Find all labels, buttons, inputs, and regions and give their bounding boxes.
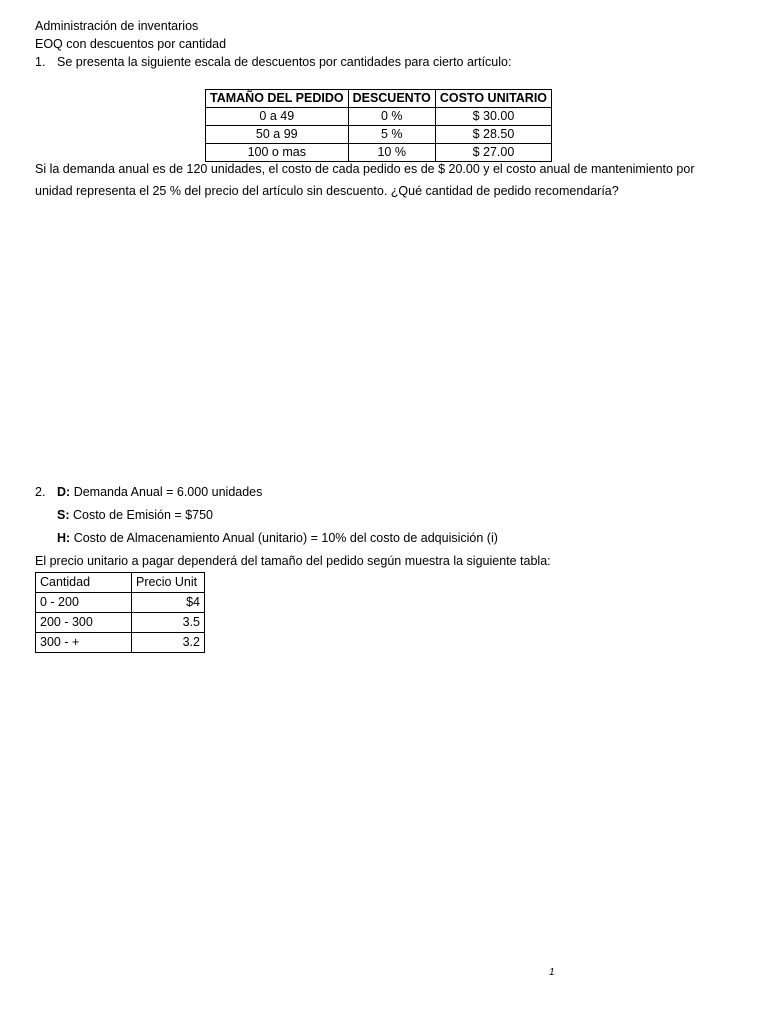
discount-table — [205, 89, 552, 162]
problem1-intro — [35, 54, 511, 70]
document-title: Administración de inventarios — [35, 19, 199, 33]
table-row — [36, 593, 205, 613]
table-header-cell: DESCUENTO — [348, 90, 435, 108]
table-cell: $ 28.50 — [435, 126, 551, 144]
table-cell: 10 % — [348, 144, 435, 162]
table-cell: 5 % — [348, 126, 435, 144]
table-cell: 3.2 — [132, 633, 205, 653]
table-cell: $ 30.00 — [435, 108, 551, 126]
table-row — [206, 126, 552, 144]
problem1-text-line1: Si la demanda anual es de 120 unidades, el costo de cada pedido es de $ 20.00 y el costo anual de mantenimiento por — [35, 162, 695, 176]
table-header-cell: Cantidad — [36, 573, 132, 593]
table-cell: $4 — [132, 593, 205, 613]
problem1-number: 1. — [35, 55, 46, 69]
problem1-text-line2: unidad representa el 25 % del precio del artículo sin descuento. ¿Qué cantidad de pedido recomendaría? — [35, 184, 619, 198]
problem2-intro: El precio unitario a pagar dependerá del tamaño del pedido según muestra la siguiente tabla: — [35, 554, 551, 568]
problem2-demand — [35, 484, 262, 500]
page-number: 1 — [549, 967, 555, 978]
table-cell: 0 - 200 — [36, 593, 132, 613]
table-cell: 3.5 — [132, 613, 205, 633]
table-cell: 50 a 99 — [206, 126, 349, 144]
holding-text: Costo de Almacenamiento Anual (unitario) = 10% del costo de adquisición (i) — [73, 531, 498, 545]
price-table — [35, 572, 205, 653]
demand-label: D: — [57, 485, 71, 499]
table-cell: 0 a 49 — [206, 108, 349, 126]
table-header-row — [36, 573, 205, 593]
table-header-cell: Precio Unit — [132, 573, 205, 593]
table-cell: 0 % — [348, 108, 435, 126]
table-header-cell: TAMAÑO DEL PEDIDO — [206, 90, 349, 108]
problem2-holding-cost — [57, 530, 498, 546]
table-header-row — [206, 90, 552, 108]
problem2-number: 2. — [35, 485, 46, 499]
problem1-intro-text: Se presenta la siguiente escala de descuentos por cantidades para cierto artículo: — [57, 55, 512, 69]
table-cell: 300 - + — [36, 633, 132, 653]
table-cell: 200 - 300 — [36, 613, 132, 633]
demand-text: Demanda Anual = 6.000 unidades — [73, 485, 263, 499]
table-cell: $ 27.00 — [435, 144, 551, 162]
problem2-setup-cost — [57, 507, 213, 523]
setup-label: S: — [57, 508, 70, 522]
table-row — [36, 613, 205, 633]
table-row — [206, 144, 552, 162]
holding-label: H: — [57, 531, 71, 545]
setup-text: Costo de Emisión = $750 — [72, 508, 213, 522]
table-cell: 100 o mas — [206, 144, 349, 162]
document-subtitle: EOQ con descuentos por cantidad — [35, 37, 227, 51]
table-row — [206, 108, 552, 126]
table-header-cell: COSTO UNITARIO — [435, 90, 551, 108]
table-row — [36, 633, 205, 653]
